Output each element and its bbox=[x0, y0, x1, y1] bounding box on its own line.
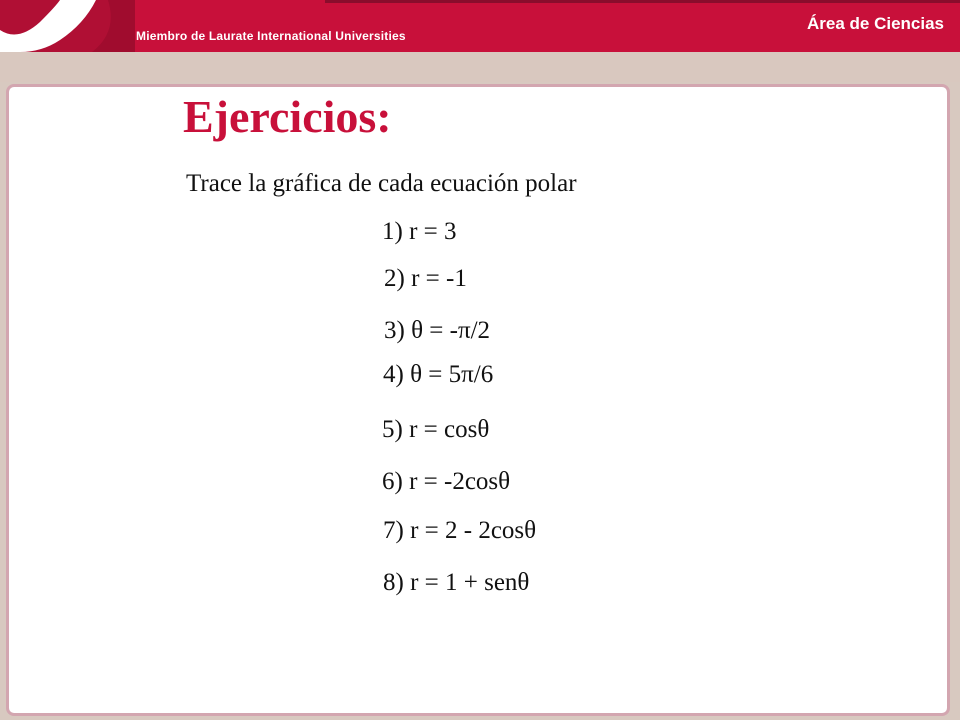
exercise-item: 7) r = 2 - 2cosθ bbox=[383, 517, 537, 544]
exercise-item: 2) r = -1 bbox=[384, 265, 467, 292]
page-title: Ejercicios: bbox=[183, 91, 392, 142]
member-text: Miembro de Laurate International Universities bbox=[136, 29, 406, 43]
beige-band bbox=[0, 52, 960, 82]
exercise-item: 8) r = 1 + senθ bbox=[383, 569, 530, 596]
university-logo-icon bbox=[0, 0, 135, 52]
exercise-item: 3) θ = -π/2 bbox=[384, 317, 491, 344]
header-top-stripe bbox=[325, 0, 960, 3]
exercise-item: 6) r = -2cosθ bbox=[382, 468, 511, 495]
exercise-item: 5) r = cosθ bbox=[382, 416, 490, 443]
instruction-text: Trace la gráfica de cada ecuación polar bbox=[186, 170, 577, 197]
area-title: Área de Ciencias bbox=[806, 14, 944, 33]
exercise-item: 4) θ = 5π/6 bbox=[383, 361, 494, 388]
exercise-item: 1) r = 3 bbox=[382, 218, 457, 245]
header-bar bbox=[0, 0, 960, 52]
